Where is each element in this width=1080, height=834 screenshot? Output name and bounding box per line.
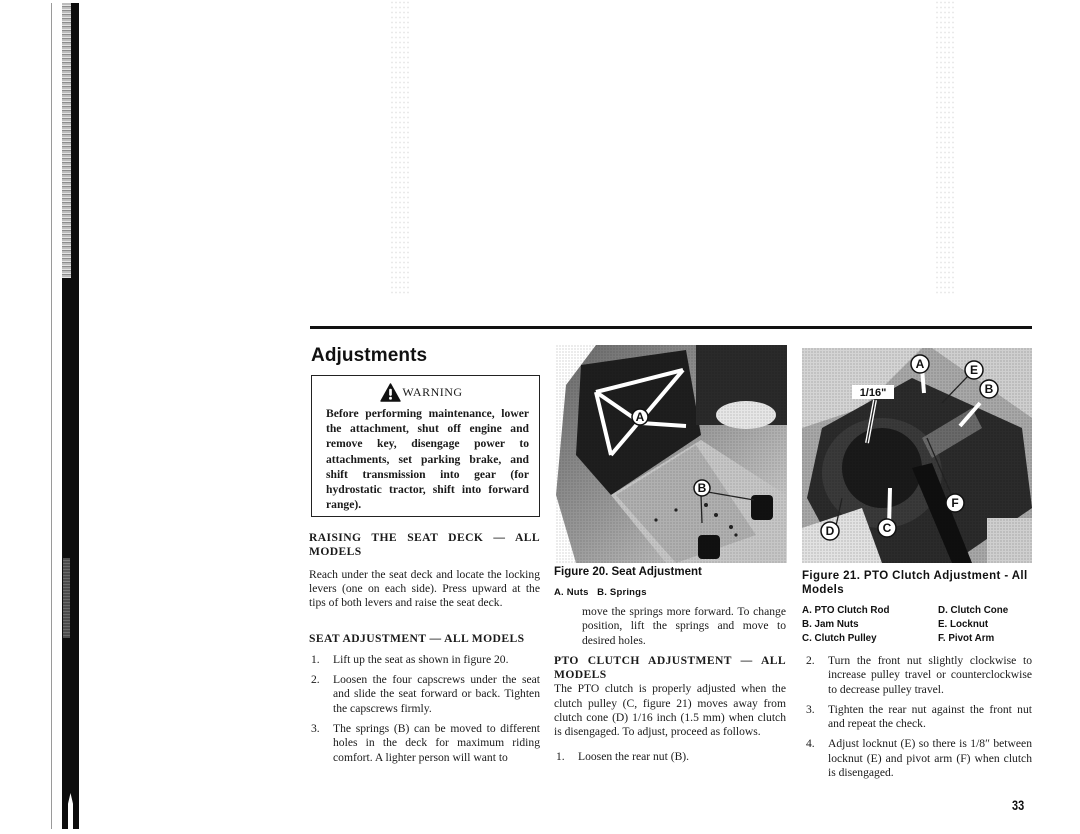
legend-item: B. Jam Nuts — [802, 618, 859, 630]
warning-text: Before performing maintenance, lower the attachment, shut off engine and remove key, disengage power to attachments, set parking brake, and shift transmission into gear (for hydrostatic tractor, shift into forward range). — [326, 407, 529, 512]
pto-steps-part2 — [804, 654, 1032, 780]
figure-20-caption: Figure 20. Seat Adjustment — [554, 566, 702, 578]
scan-noise — [935, 0, 955, 295]
pto-steps-part1 — [554, 750, 786, 764]
pto-clutch-body: The PTO clutch is properly adjusted when the clutch pulley (C, figure 21) moves away from clutch cone (D) 1/16 inch (1.5 mm) when clutch is disengaged. To adjust, proceed as follows. — [554, 682, 786, 739]
scan-noise — [390, 0, 410, 295]
scan-notch — [68, 793, 73, 829]
scan-edge-line — [51, 3, 52, 829]
warning-triangle-icon — [380, 383, 401, 402]
heading-pto-clutch: PTO CLUTCH ADJUSTMENT — ALL MODELS — [554, 653, 786, 682]
heading-raising-seat-deck: RAISING THE SEAT DECK — ALL MODELS — [309, 531, 540, 559]
figure-21-caption: Figure 21. PTO Clutch Adjustment - All Models — [802, 570, 1028, 596]
column-left — [309, 531, 540, 771]
section-divider — [310, 326, 1032, 329]
legend-item: C. Clutch Pulley — [802, 632, 877, 644]
svg-text:A: A — [915, 357, 925, 371]
legend-item: F. Pivot Arm — [938, 632, 995, 644]
list-item: 4. Adjust locknut (E) so there is 1/8″ between locknut (E) and pivot arm (F) when clutch is disengaged. — [806, 737, 1032, 780]
svg-text:F: F — [951, 496, 959, 510]
warning-box — [311, 375, 540, 517]
scan-grain — [63, 558, 70, 638]
section-title: Adjustments — [311, 345, 428, 366]
column-middle — [554, 605, 786, 770]
seat-adjustment-steps — [309, 653, 540, 765]
seat-step-3-continued: move the springs more forward. To change position, lift the springs and move to desired holes. — [582, 605, 786, 647]
page-number: 33 — [1012, 797, 1025, 813]
svg-text:A: A — [635, 410, 645, 424]
seat-adjustment-illustration — [556, 345, 787, 563]
warning-label: WARNING — [402, 385, 463, 399]
figure-20-photo — [556, 345, 787, 563]
raising-seat-deck-body: Reach under the seat deck and locate the locking levers (one on each side). Press upward at the tips of both levers and raise the seat deck. — [309, 567, 540, 610]
list-item: 3. Tighten the rear nut against the front nut and repeat the check. — [806, 702, 1032, 731]
warning-header — [314, 383, 529, 402]
svg-text:D: D — [825, 524, 835, 538]
column-right — [804, 654, 1032, 786]
scan-binding-shadow — [62, 3, 79, 829]
list-item: 2. Turn the front nut slightly clockwise to increase pulley travel or counterclockwise to decrease pulley travel. — [806, 654, 1032, 696]
pto-clutch-illustration — [802, 348, 1032, 563]
scan-grain — [62, 3, 71, 278]
legend-item: A. PTO Clutch Rod — [802, 605, 890, 616]
figure-21-legend — [802, 605, 1030, 645]
legend-item: D. Clutch Cone — [938, 605, 1009, 616]
svg-text:E: E — [969, 363, 979, 377]
list-item: 2. Loosen the four capscrews under the seat and slide the seat forward or back. Tighten the capscrews firmly. — [311, 673, 540, 715]
svg-text:B: B — [697, 481, 707, 495]
svg-text:1/16": 1/16" — [859, 387, 887, 399]
heading-seat-adjustment: SEAT ADJUSTMENT — ALL MODELS — [309, 632, 525, 646]
legend-item: E. Locknut — [938, 618, 989, 630]
list-item: 3. The springs (B) can be moved to different holes in the deck for maximum riding comfort. A lighter person will want to — [311, 721, 540, 764]
figure-20-legend: A. Nuts B. Springs — [554, 587, 647, 598]
figure-21-photo — [802, 348, 1032, 563]
list-item: 1. Lift up the seat as shown in figure 20. — [311, 652, 509, 666]
svg-text:B: B — [984, 382, 994, 396]
list-item: 1. Loosen the rear nut (B). — [556, 749, 690, 763]
svg-text:C: C — [882, 521, 892, 535]
